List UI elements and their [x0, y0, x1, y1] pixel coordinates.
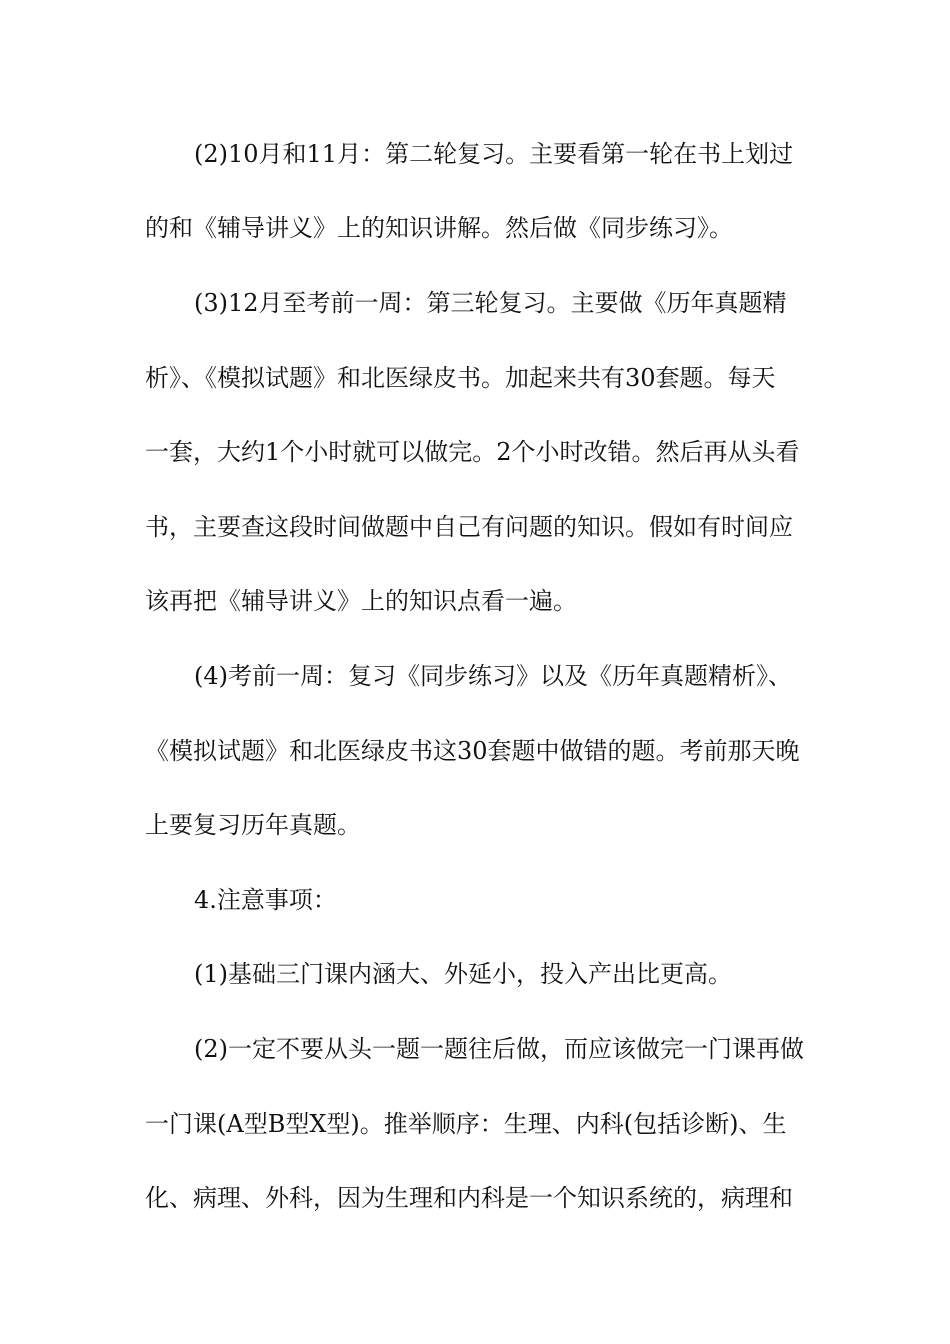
text-line-10: 上要复习历年真题。: [145, 811, 361, 839]
text-line-2: 的和《辅导讲义》上的知识讲解。然后做《同步练习》。: [145, 214, 733, 242]
text-line-5: 一套，大约1个小时就可以做完。2个小时改错。然后再从头看: [145, 438, 800, 466]
section-heading: 4.注意事项：: [194, 886, 337, 914]
text-line-12: (1)基础三门课内涵大、外延小，投入产出比更高。: [194, 960, 732, 988]
text-line-9: 《模拟试题》和北医绿皮书这30套题中做错的题。考前那天晚: [145, 737, 800, 765]
text-line-6: 书，主要查这段时间做题中自己有问题的知识。假如有时间应: [145, 513, 793, 541]
text-line-7: 该再把《辅导讲义》上的知识点看一遍。: [145, 587, 577, 615]
text-line-15: 化、病理、外科，因为生理和内科是一个知识系统的，病理和: [145, 1184, 793, 1212]
text-line-1: (2)10月和11月：第二轮复习。主要看第一轮在书上划过: [194, 140, 794, 168]
text-line-4: 析》、《模拟试题》和北医绿皮书。加起来共有30套题。每天: [145, 364, 776, 392]
text-line-8: (4)考前一周：复习《同步练习》以及《历年真题精析》、: [194, 662, 792, 690]
text-line-13: (2)一定不要从头一题一题往后做，而应该做完一门课再做: [194, 1035, 804, 1063]
text-line-3: (3)12月至考前一周：第三轮复习。主要做《历年真题精: [194, 289, 787, 317]
text-line-14: 一门课(A型B型X型)。推举顺序：生理、内科(包括诊断)、生: [145, 1110, 787, 1138]
